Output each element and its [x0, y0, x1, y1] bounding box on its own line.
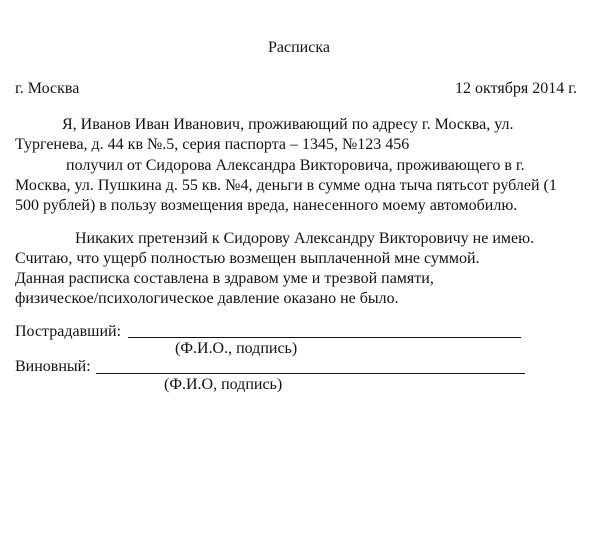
paragraph-line: 500 рублей) в пользу возмещения вреда, нанесенного моему автомобилю. — [15, 197, 518, 214]
guilty-caption: (Ф.И.О, подпись) — [164, 376, 283, 393]
document-title: Расписка — [268, 39, 330, 56]
paragraph-line: Я, Иванов Иван Иванович, проживающий по адресу г. Москва, ул. — [62, 116, 514, 133]
document-date: 12 октября 2014 г. — [455, 80, 577, 97]
guilty-label: Виновный: — [15, 358, 91, 375]
victim-caption: (Ф.И.О., подпись) — [175, 340, 298, 357]
document-city: г. Москва — [15, 80, 80, 97]
paragraph-line: физическое/психологическое давление оказано не было. — [15, 290, 399, 307]
paragraph-line: Никаких претензий к Сидорову Александру Викторовичу не имею. — [75, 230, 535, 247]
paragraph-line: Данная расписка составлена в здравом уме и трезвой памяти, — [15, 270, 434, 287]
victim-label: Пострадавший: — [15, 323, 122, 340]
paragraph-line: Москва, ул. Пушкина д. 55 кв. №4, деньги в сумме одна тыча пятьсот рублей (1 — [15, 177, 557, 194]
guilty-signature-line — [96, 373, 525, 374]
paragraph-line: получил от Сидорова Александра Викторовича, проживающего в г. — [66, 157, 525, 174]
paragraph-line: Считаю, что ущерб полностью возмещен выплаченной мне суммой. — [15, 250, 480, 267]
paragraph-line: Тургенева, д. 44 кв №.5, серия паспорта – 1345, №123 456 — [15, 136, 410, 153]
victim-signature-line — [128, 337, 521, 338]
